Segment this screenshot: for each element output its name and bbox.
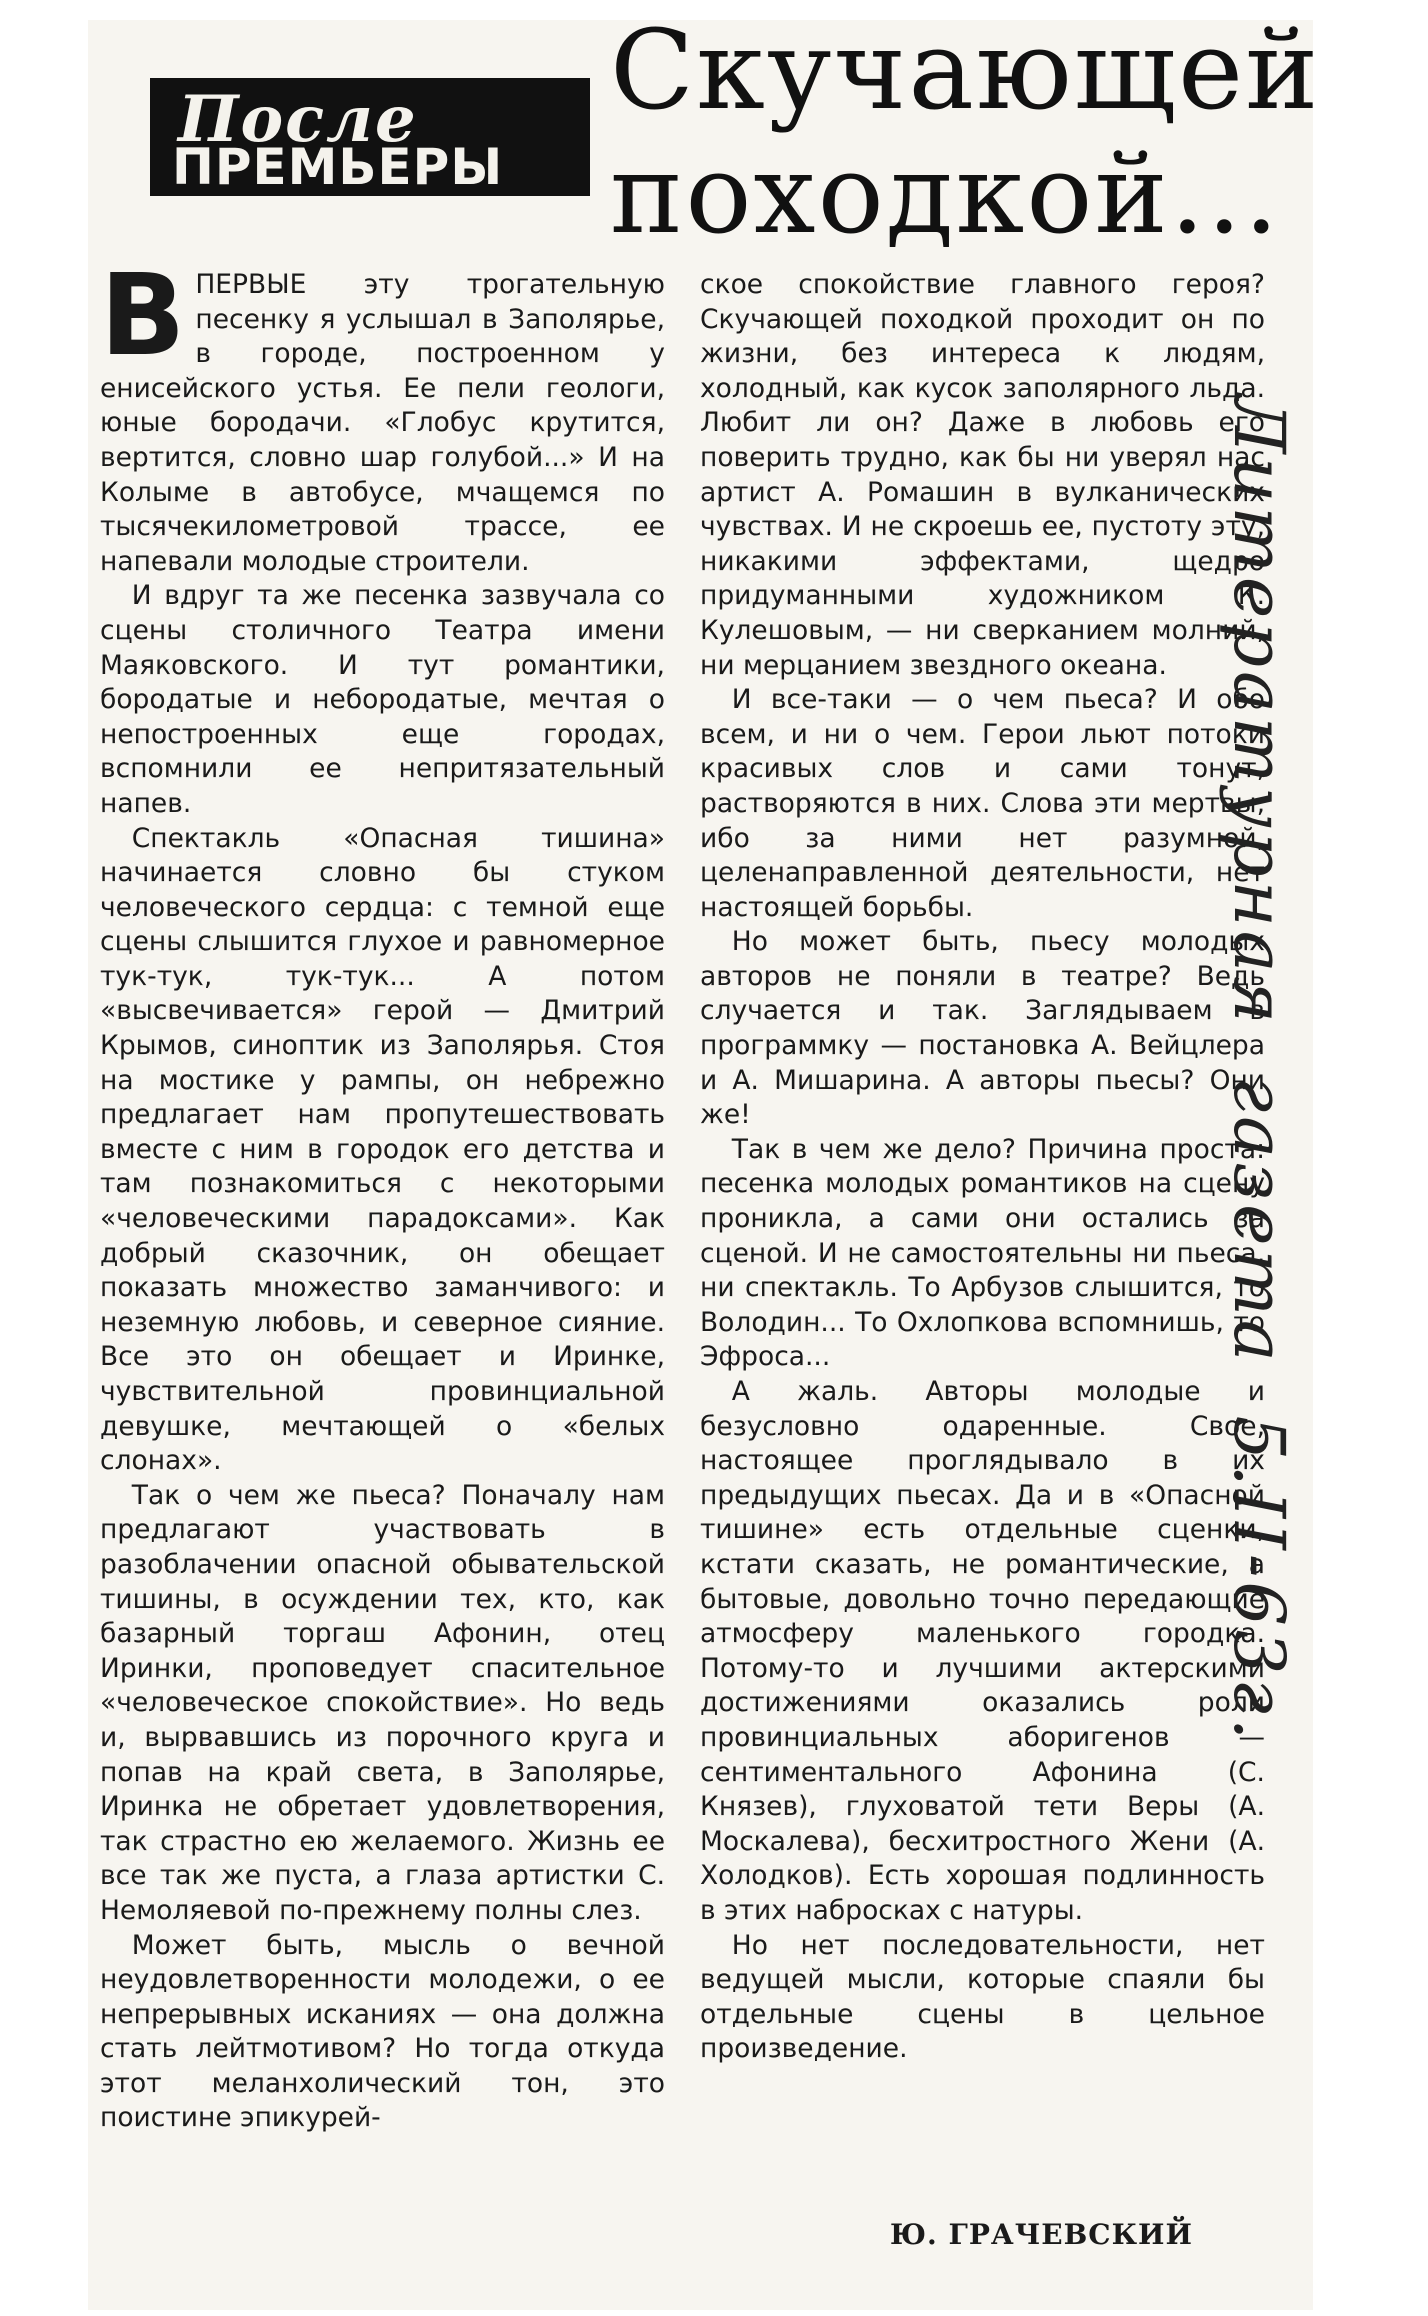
author-signature: Ю. ГРАЧЕВСКИЙ [890,2218,1193,2251]
article-paragraph-5-continued: ское спокойствие главного героя? Скучающей походкой проходит он по жизни, без интереса к людям, холодный, как кусок заполярного льда. Любит ли он? Даже в любовь его поверить трудно, как бы ни уверял нас артист А. Ромашин в вулканических чувствах. И не скроешь ее, пустоту эту, никакими эффектами, щедро придуманными художником К. Кулешовым, — ни сверканием молний, ни мерцанием звездного океана. [700,269,1265,681]
article-paragraph-2: И вдруг та же песенка зазвучала со сцены столичного Театра имени Маяковского. И тут романтики, бородатые и небородатые, мечтая о непостроенных еще городах, вспомнили ее непритязательный напев. [100,580,665,819]
rubric-line1: После [178,82,418,157]
handwritten-source-2: газета [1218,1076,1300,1366]
article-paragraph-3: Спектакль «Опасная тишина» начинается словно бы стуком человеческого сердца: с темной еще сцены слышится глухое и равномерное тук-тук, тук-тук... А потом «высвечивается» герой — Дмитрий Крымов, синоптик из Заполярья. Стоя на мостике у рампы, он небрежно предлагает нам пропутешествовать вместе с ним в городок его детства и там познакомиться с некоторыми «человеческими парадоксами». Как добрый сказочник, он обещает показать множество заманчивого: и неземную любовь, и северное сияние. Все это он обещает и Иринке, чувствительной провинциальной девушке, мечтающей о «белых слонах». [100,822,665,1477]
handwritten-date: 5.II-63г. [1218,1415,1300,1745]
headline-line2: походкой... [610,130,1281,258]
lead-word: ПЕРВЫЕ [195,269,307,300]
article-headline [610,8,1330,256]
handwritten-source: Литературная [1218,395,1300,1027]
article-paragraph-8: Так в чем же дело? Причина проста: песенка молодых романтиков на сцену проникла, а сами они остались за сценой. И не самостоятельны ни пьеса, ни спектакль. То Арбузов слышится, то Володин... То Охлопкова вспомнишь, то Эфроса... [700,1133,1265,1373]
handwritten-source-note [1218,395,1300,1794]
dropcap: В [100,251,186,381]
article-paragraph-6: И все-таки — о чем пьеса? И обо всем, и ни о чем. Герои льют потоки красивых слов и сами тонут, растворяются в них. Слова эти мертвы, ибо за ними нет разумной, целенаправленной деятельности, нет настоящей борьбы. [700,684,1265,923]
article-paragraph-1 [100,251,665,579]
paragraph-1-text: эту трогательную песенку я услышал в Заполярье, в городе, построенном у енисейского устья. Ее пели геологи, юные бородачи. «Глобус крутится, вертится, словно шар голубой...» И на Колыме в автобусе, мчащемся по тысячекилометровой трассе, ее напевали молодые строители. [100,269,665,577]
article-column-right [700,268,1265,2067]
article-paragraph-5: Может быть, мысль о вечной неудовлетворенности молодежи, о ее непрерывных исканиях — она должна стать лейтмотивом? Но тогда откуда этот меланхолический тон, это поистине эпикурей- [100,1929,665,2134]
article-paragraph-7: Но может быть, пьесу молодых авторов не поняли в театре? Ведь случается и так. Заглядываем в программку — постановка А. Вейцлера и А. Мишарина. А авторы пьесы? Они же! [700,926,1265,1131]
rubric-line2: ПРЕМЬЕРЫ [172,138,504,196]
article-paragraph-4: Так о чем же пьеса? Поначалу нам предлагают участвовать в разоблачении опасной обывательской тишины, в осуждении тех, кто, как базарный торгаш Афонин, отец Иринки, проповедует спасительное «человеческое спокойствие». Но ведь и, вырвавшись из порочного круга и попав на край света, в Заполярье, Иринка не обретает удовлетворения, так страстно ею желаемого. Жизнь ее все так же пуста, а глаза артистки С. Немоляевой по-прежнему полны слез. [100,1479,665,1926]
article-column-left [100,251,665,2136]
headline-line1: Скучающей [610,6,1321,134]
article-paragraph-9: А жаль. Авторы молодые и безусловно одаренные. Свое, настоящее проглядывало в их предыдущих пьесах. Да и в «Опасной тишине» есть отдельные сценки, кстати сказать, не романтические, а бытовые, довольно точно передающие атмосферу маленького городка. Потому-то и лучшими актерскими достижениями оказались роли провинциальных аборигенов — сентиментального Афонина (С. Князев), глуховатой тети Веры (А. Москалева), бесхитростного Жени (А. Холодков). Есть хорошая подлинность в этих набросках с натуры. [700,1376,1265,1926]
rubric-badge [150,78,590,196]
article-paragraph-10: Но нет последовательности, нет ведущей мысли, которые спаяли бы отдельные сцены в цельное произведение. [700,1929,1265,2065]
